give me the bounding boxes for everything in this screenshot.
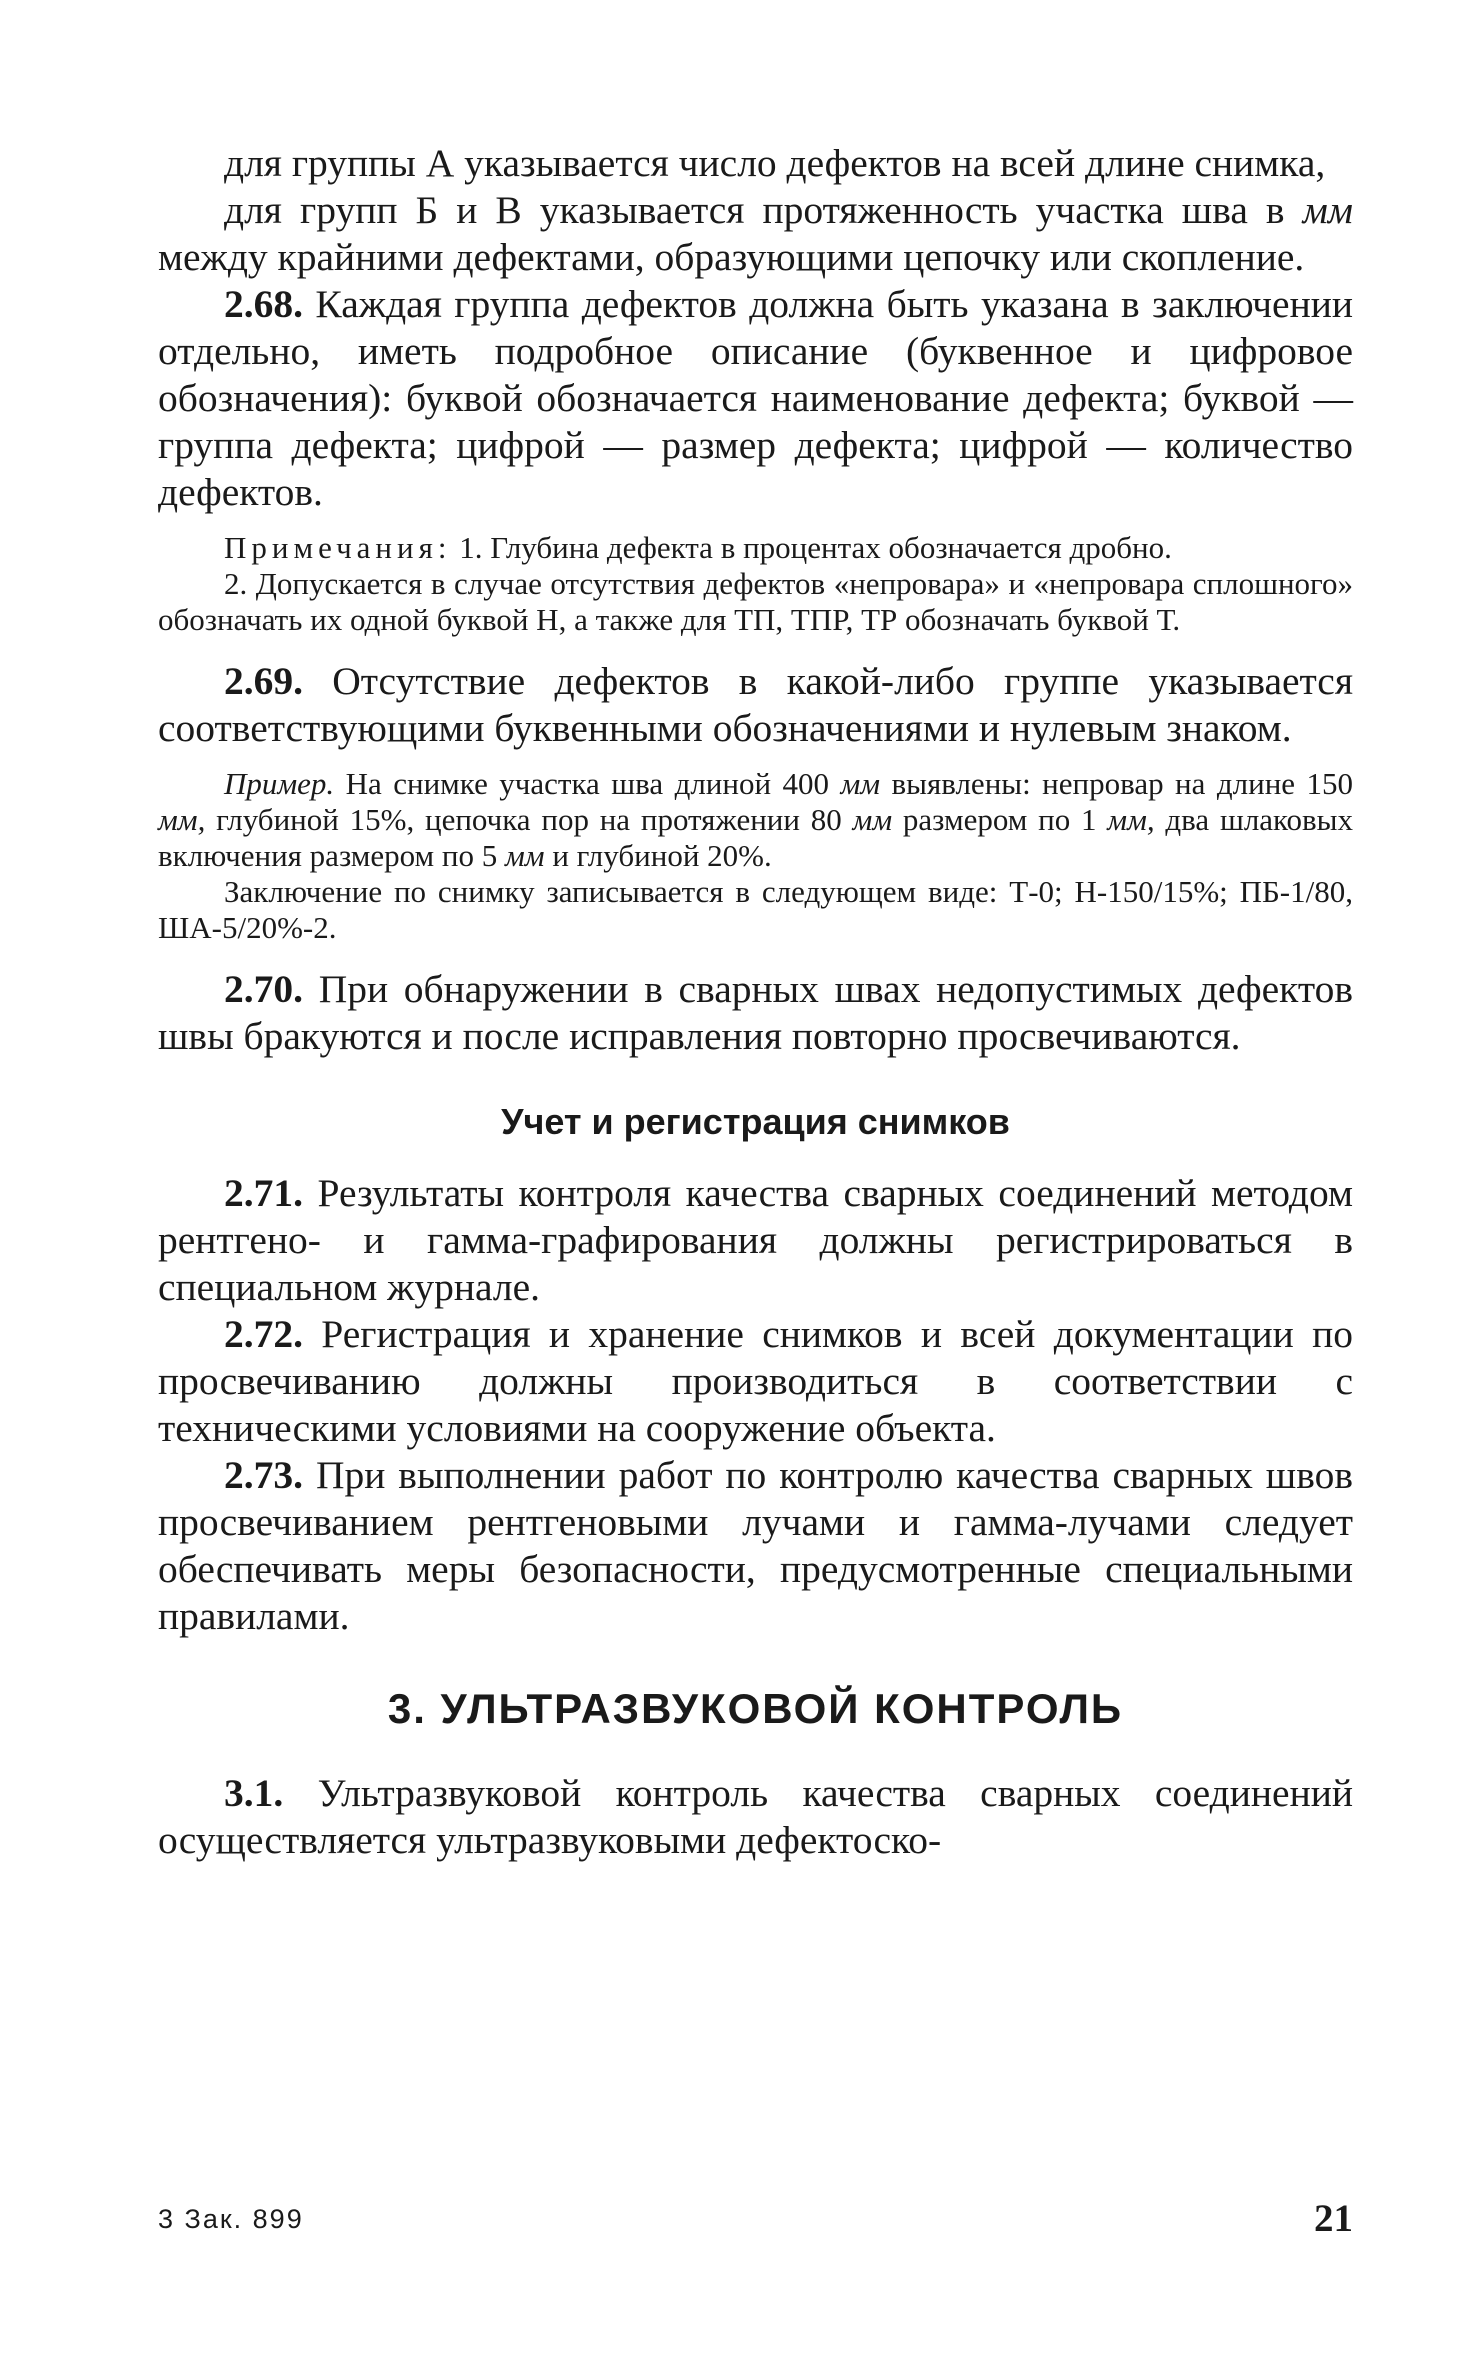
note-1-text: 1. Глубина дефекта в процентах обозначается дробно.: [451, 530, 1172, 565]
example-paragraph: [158, 766, 1353, 874]
example-text: глубиной 15%, цепочка пор на протяжении 80: [205, 802, 853, 837]
unit-mm: мм,: [1107, 802, 1155, 837]
notes-2: [158, 566, 1353, 638]
unit-mm: мм,: [158, 802, 206, 837]
paragraph-2-73: [158, 1452, 1353, 1640]
group-a-text: для группы А указывается число дефектов на всей длине снимка,: [224, 141, 1326, 185]
clause-number: 2.72.: [224, 1312, 303, 1356]
unit-mm: мм: [840, 766, 881, 801]
subsection-heading: Учет и регистрация снимков: [501, 1101, 1010, 1142]
clause-text: Ультразвуковой контроль качества сварных соединений осуществляется ультразвуковыми дефектоско-: [158, 1771, 1353, 1862]
clause-text: При обнаружении в сварных швах недопустимых дефектов швы бракуются и после исправления повторно просвечиваются.: [158, 967, 1353, 1058]
page-footer: [158, 2196, 1353, 2246]
clause-text: Результаты контроля качества сварных соединений методом рентгено- и гамма-графирования должны регистрироваться в специальном журнале.: [158, 1171, 1353, 1309]
clause-number: 2.70.: [224, 967, 303, 1011]
section-heading: 3. УЛЬТРАЗВУКОВОЙ КОНТРОЛЬ: [387, 1685, 1124, 1732]
paragraph-2-72: [158, 1311, 1353, 1452]
clause-number: 2.71.: [224, 1171, 303, 1215]
group-bv-text-2: между крайними дефектами, образующими цепочку или скопление.: [158, 235, 1305, 279]
clause-text: Каждая группа дефектов должна быть указана в заключении отдельно, иметь подробное описание (буквенное и цифровое обозначения): буквой обозначается наименование дефекта; буквой — группа дефекта; цифрой — размер дефекта; цифрой — количество дефектов.: [158, 282, 1353, 514]
notes-1: [158, 530, 1353, 566]
clause-text: Регистрация и хранение снимков и всей документации по просвечиванию должны производиться в соответствии с техническими условиями на сооружение объекта.: [158, 1312, 1353, 1450]
print-order-mark: 3 Зак. 899: [158, 2204, 304, 2234]
unit-mm: мм: [1302, 188, 1353, 232]
list-item-group-a: [158, 140, 1353, 187]
paragraph-2-69: [158, 658, 1353, 752]
notes-label: Примечания:: [224, 530, 452, 565]
page-body: [158, 140, 1353, 1864]
conclusion-text: Заключение по снимку записывается в следующем виде: Т-0; Н-150/15%; ПБ-1/80, ША-5/20%-2.: [158, 874, 1353, 945]
paragraph-3-1: [158, 1770, 1353, 1864]
note-2-text: 2. Допускается в случае отсутствия дефектов «непровара» и «непровара сплошного» обозначать их одной буквой Н, а также для ТП, ТПР, ТР обозначать буквой Т.: [158, 566, 1353, 637]
paragraph-2-68: [158, 281, 1353, 516]
example-text: На снимке участка шва длиной 400: [334, 766, 841, 801]
example-text: и глубиной 20%.: [544, 838, 772, 873]
list-item-group-b-v: [158, 187, 1353, 281]
paragraph-2-71: [158, 1170, 1353, 1311]
clause-number: 2.73.: [224, 1453, 303, 1497]
paragraph-2-70: [158, 966, 1353, 1060]
page-number: 21: [1314, 2197, 1353, 2240]
unit-mm: мм: [852, 802, 893, 837]
group-bv-text-1: для групп Б и В указывается протяженность участка шва в: [224, 188, 1303, 232]
example-text: два шлаковых включения размером по 5: [158, 802, 1353, 873]
clause-text: Отсутствие дефектов в какой-либо группе указывается соответствующими буквенными обозначениями и нулевым знаком.: [158, 659, 1353, 750]
clause-number: 2.69.: [224, 659, 303, 703]
clause-text: При выполнении работ по контролю качества сварных швов просвечиванием рентгеновыми лучами и гамма-лучами следует обеспечивать меры безопасности, предусмотренные специальными правилами.: [158, 1453, 1353, 1638]
example-text: выявлены: непровар на длине 150: [880, 766, 1353, 801]
example-text: размером по 1: [892, 802, 1108, 837]
clause-number: 2.68.: [224, 282, 303, 326]
clause-number: 3.1.: [224, 1771, 284, 1815]
unit-mm: мм: [505, 838, 545, 873]
example-conclusion: [158, 874, 1353, 946]
example-label: Пример.: [224, 766, 335, 801]
